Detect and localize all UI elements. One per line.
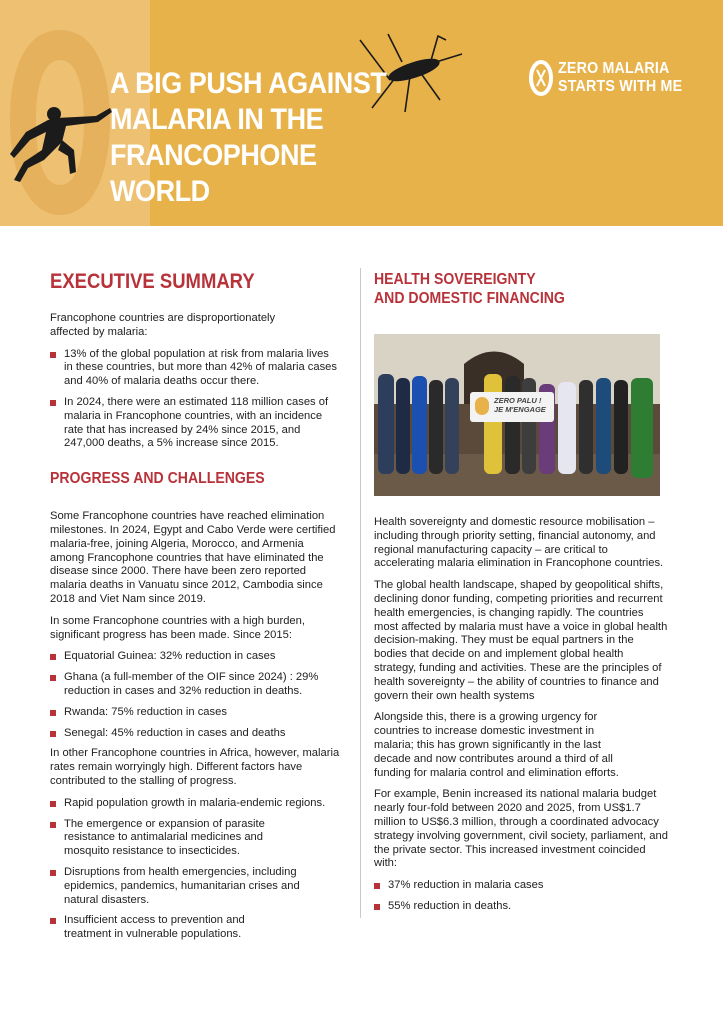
logo-line-2: STARTS WITH ME (558, 78, 683, 95)
heading-line-2: AND DOMESTIC FINANCING (374, 290, 565, 307)
list-item: Rwanda: 75% reduction in cases (50, 706, 340, 720)
zero-logo-icon (528, 58, 554, 98)
list-item: Rapid population growth in malaria-endemic regions. (50, 797, 340, 811)
executive-summary-heading: EXECUTIVE SUMMARY (50, 270, 255, 293)
header-banner (0, 0, 723, 226)
sign-line-1: ZERO PALU ! (494, 396, 542, 405)
sovereignty-paragraph-1: Health sovereignty and domestic resource mobilisation – including through priority setting, financial autonomy, and regional manufacturing capacity – are critical to accelerating malaria elimination in Francophone countries. (374, 516, 664, 570)
list-item: Disruptions from health emergencies, including epidemics, pandemics, humanitarian crises and natural disasters. (50, 866, 304, 907)
health-sovereignty-heading (374, 270, 664, 308)
sovereignty-paragraph-2: The global health landscape, shaped by geopolitical shifts, declining donor funding, competing priorities and recurrent health emergencies, is changing rapidly. The countries most affected by malaria must have a voice in global health decision-making. They must be equal partners in the bodies that decide on and implement global health strategy, funding and activities. These are the principles of health sovereignty – the ability of countries to finance and govern their own health systems (374, 579, 668, 702)
list-item: Senegal: 45% reduction in cases and deaths (50, 727, 340, 741)
sovereignty-paragraph-3: Alongside this, there is a growing urgency for countries to increase domestic investment in malaria; this has grown significantly in the last decade and now contributes around a third of all funding for malaria control and elimination efforts. (374, 711, 619, 779)
page-title: A BIG PUSH AGAINST MALARIA IN THE FRANCOPHONE WORLD (110, 67, 387, 208)
progress-paragraph-3: In other Francophone countries in Africa, however, malaria rates remain worryingly high. Different factors have contributed to the stalling of progress. (50, 747, 340, 787)
list-item: 55% reduction in deaths. (374, 900, 668, 914)
sign-zero-icon (475, 397, 489, 415)
list-item: 13% of the global population at risk from malaria lives in these countries, but more than 42% of malaria cases and 40% of malaria deaths occur there. (50, 348, 340, 389)
column-divider (360, 268, 361, 918)
list-item: Equatorial Guinea: 32% reduction in cases (50, 650, 340, 664)
list-item: Ghana (a full-member of the OIF since 2024) : 29% reduction in cases and 32% reduction in deaths. (50, 671, 340, 699)
progress-paragraph-2: In some Francophone countries with a high burden, significant progress has been made. Since 2015: (50, 614, 305, 641)
exec-intro: Francophone countries are disproportionately affected by malaria: (50, 312, 276, 338)
photo-sign (470, 392, 554, 422)
left-column (50, 270, 340, 949)
sign-line-2: JE M'ENGAGE (494, 405, 546, 414)
logo-line-1: ZERO MALARIA (558, 60, 670, 77)
progress-bullet-list (50, 650, 340, 740)
progress-paragraph-1: Some Francophone countries have reached elimination milestones. In 2024, Egypt and Cabo Verde were certified malaria-free, joining Algeria, Morocco, and Armenia among Francophone countries that have eliminated the disease since 2000. There have been zero reported malaria deaths in Vanuatu since 2012, Cambodia since 2018 and Viet Nam since 2019. (50, 510, 336, 605)
factor-bullet-list (50, 797, 340, 942)
progress-heading: PROGRESS AND CHALLENGES (50, 470, 265, 488)
list-item: Insufficient access to prevention and treatment in vulnerable populations. (50, 914, 274, 942)
benin-bullet-list (374, 879, 668, 914)
heading-line-1: HEALTH SOVEREIGNTY (374, 271, 536, 288)
zero-malaria-logo (528, 58, 698, 98)
right-column (374, 270, 668, 921)
list-item: In 2024, there were an estimated 118 million cases of malaria in Francophone countries, with an incidence rate that has increased by 24% since 2015, and 247,000 deaths, a 5% increase since 2015. (50, 396, 340, 451)
list-item: The emergence or expansion of parasite resistance to antimalarial medicines and mosquito resistance to insecticides. (50, 818, 284, 859)
group-photo (374, 334, 660, 496)
list-item: 37% reduction in malaria cases (374, 879, 668, 893)
sovereignty-paragraph-4: For example, Benin increased its national malaria budget nearly four-fold between 2020 and 2025, from US$1.7 million to US$6.3 million, through a coordinated advocacy strategy involving government, civil society, parliament, and the private sector. This increased investment coincided with: (374, 788, 668, 870)
exec-bullet-list (50, 348, 340, 452)
